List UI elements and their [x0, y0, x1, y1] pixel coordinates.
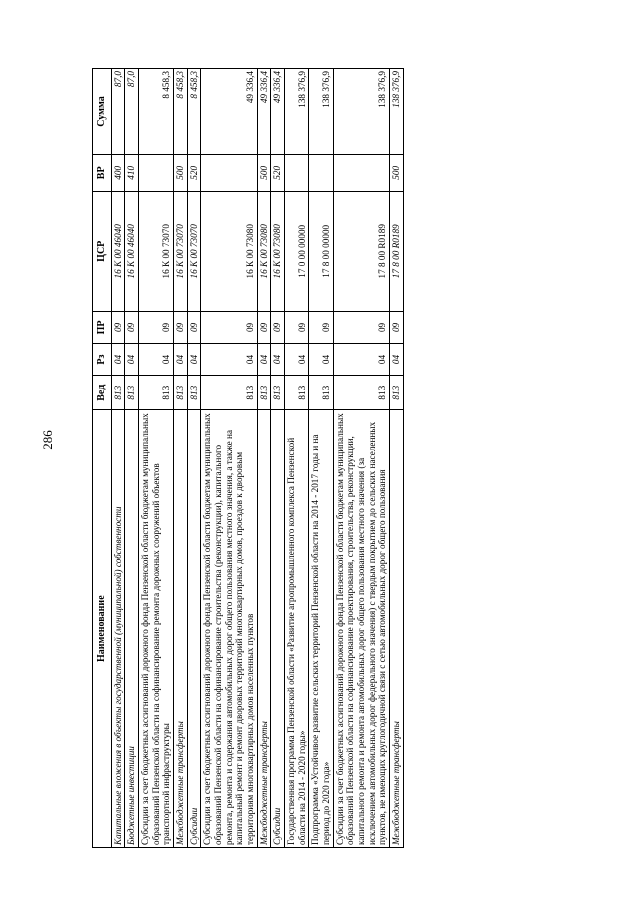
cell-csr: 16 К 00 73080 — [271, 191, 285, 311]
cell-vr — [138, 154, 173, 191]
header-name: Наименование — [93, 410, 112, 848]
cell-name: Субсидии за счет бюджетных ассигнований дорожного фонда Пензенской области бюджетам муниципальных образований Пензенской области на софинансирование ремонта дорожных сооружений объектов транспортной инфраструктуры — [138, 410, 173, 848]
cell-vr — [309, 154, 333, 191]
table-body — [111, 69, 403, 848]
cell-csr: 16 К 00 46040 — [111, 191, 125, 311]
cell-sum: 8 458,3 — [138, 69, 173, 155]
cell-sum: 87,0 — [111, 69, 125, 155]
cell-name: Субсидии — [271, 410, 285, 848]
cell-name: Подпрограмма «Устойчивое развитие сельских территорий Пензенской области на 2014 - 2017 годы и на период до 2020 года» — [309, 410, 333, 848]
cell-rz: 04 — [333, 343, 389, 375]
table-header-row — [93, 69, 112, 848]
cell-name: Субсидии — [187, 410, 201, 848]
cell-rz: 04 — [187, 343, 201, 375]
header-sum: Сумма — [93, 69, 112, 155]
cell-rz: 04 — [201, 343, 257, 375]
cell-vr: 500 — [257, 154, 271, 191]
cell-csr: 17 8 00 00000 — [309, 191, 333, 311]
cell-ved: 813 — [271, 376, 285, 410]
cell-name: Бюджетные инвестиции — [125, 410, 139, 848]
cell-sum: 49 336,4 — [257, 69, 271, 155]
cell-ved: 813 — [390, 376, 404, 410]
rotated-table-container — [92, 68, 550, 848]
cell-name: Субсидии за счет бюджетных ассигнований дорожного фонда Пензенской области бюджетам муниципальных образований Пензенской области на софинансирование проектирования, строительства, реконструкции, капитального ремонта и ремонта автомобильных дорог общего пользования местного значения (за исключением автомобильных дорог федерального значения) с твердым покрытием до сельских населенных пунктов, не имеющих круглогодичной связи с сетью автомобильных дорог общего пользования — [333, 410, 389, 848]
cell-pr: 09 — [201, 311, 257, 343]
cell-rz: 04 — [138, 343, 173, 375]
cell-vr: 520 — [187, 154, 201, 191]
cell-ved: 813 — [309, 376, 333, 410]
cell-ved: 813 — [201, 376, 257, 410]
cell-pr: 09 — [390, 311, 404, 343]
cell-rz: 04 — [257, 343, 271, 375]
cell-pr: 09 — [187, 311, 201, 343]
cell-vr: 400 — [111, 154, 125, 191]
cell-ved: 813 — [125, 376, 139, 410]
cell-ved: 813 — [285, 376, 309, 410]
cell-name: Государственная программа Пензенской области «Развитие агропромышленного комплекса Пензенской области на 2014 - 2020 годы» — [285, 410, 309, 848]
cell-pr: 09 — [333, 311, 389, 343]
header-ved: Вед — [93, 376, 112, 410]
cell-rz: 04 — [125, 343, 139, 375]
table-row — [390, 69, 404, 848]
cell-csr: 17 0 00 00000 — [285, 191, 309, 311]
cell-csr: 16 К 00 73070 — [173, 191, 187, 311]
cell-csr: 16 К 00 73080 — [201, 191, 257, 311]
cell-name: Межбюджетные трансферты — [390, 410, 404, 848]
table-row — [271, 69, 285, 848]
cell-vr: 500 — [390, 154, 404, 191]
cell-vr: 410 — [125, 154, 139, 191]
cell-rz: 04 — [390, 343, 404, 375]
cell-sum: 138 376,9 — [285, 69, 309, 155]
table-row — [309, 69, 333, 848]
cell-ved: 813 — [138, 376, 173, 410]
cell-ved: 813 — [187, 376, 201, 410]
cell-sum: 138 376,9 — [390, 69, 404, 155]
cell-csr: 17 8 00 R0189 — [333, 191, 389, 311]
rotated-page-content — [92, 68, 550, 848]
table-row — [201, 69, 257, 848]
cell-pr: 09 — [138, 311, 173, 343]
cell-pr: 09 — [257, 311, 271, 343]
cell-sum: 8 458,3 — [187, 69, 201, 155]
cell-vr — [333, 154, 389, 191]
cell-name: Субсидии за счет бюджетных ассигнований дорожного фонда Пензенской области бюджетам муниципальных образований Пензенской области на софинансирование строительства (реконструкции), капитального ремонта, ремонта и содержания автомобильных дорог общего пользования местного значения, а также на капитальный ремонт и ремонт дворовых территорий многоквартирных домов, проездов к дворовым территориям многоквартирных домов населенных пунктов — [201, 410, 257, 848]
cell-rz: 04 — [309, 343, 333, 375]
cell-csr: 16 К 00 46040 — [125, 191, 139, 311]
cell-rz: 04 — [111, 343, 125, 375]
cell-csr: 16 К 00 73080 — [257, 191, 271, 311]
cell-rz: 04 — [173, 343, 187, 375]
cell-vr: 520 — [271, 154, 285, 191]
cell-name: Капитальные вложения в объекты государственной (муниципальной) собственности — [111, 410, 125, 848]
cell-rz: 04 — [285, 343, 309, 375]
cell-pr: 09 — [125, 311, 139, 343]
cell-sum: 87,0 — [125, 69, 139, 155]
cell-sum: 138 376,9 — [309, 69, 333, 155]
cell-pr: 09 — [285, 311, 309, 343]
cell-ved: 813 — [333, 376, 389, 410]
cell-ved: 813 — [173, 376, 187, 410]
header-csr: ЦСР — [93, 191, 112, 311]
cell-sum: 49 336,4 — [271, 69, 285, 155]
cell-sum: 138 376,9 — [333, 69, 389, 155]
cell-sum: 49 336,4 — [201, 69, 257, 155]
cell-vr — [285, 154, 309, 191]
cell-vr: 500 — [173, 154, 187, 191]
header-rz: Рз — [93, 343, 112, 375]
table-row — [333, 69, 389, 848]
cell-csr: 16 К 00 73070 — [138, 191, 173, 311]
cell-pr: 09 — [309, 311, 333, 343]
page-number: 286 — [40, 430, 55, 450]
cell-sum: 8 458,3 — [173, 69, 187, 155]
table-row — [257, 69, 271, 848]
cell-csr: 16 К 00 73070 — [187, 191, 201, 311]
table-row — [187, 69, 201, 848]
cell-pr: 09 — [111, 311, 125, 343]
table-row — [138, 69, 173, 848]
cell-rz: 04 — [271, 343, 285, 375]
cell-name: Межбюджетные трансферты — [257, 410, 271, 848]
table-row — [125, 69, 139, 848]
table-row — [111, 69, 125, 848]
cell-pr: 09 — [271, 311, 285, 343]
cell-ved: 813 — [111, 376, 125, 410]
header-pr: ПР — [93, 311, 112, 343]
budget-table — [92, 68, 404, 848]
header-vr: ВР — [93, 154, 112, 191]
cell-name: Межбюджетные трансферты — [173, 410, 187, 848]
table-row — [173, 69, 187, 848]
cell-ved: 813 — [257, 376, 271, 410]
table-row — [285, 69, 309, 848]
cell-pr: 09 — [173, 311, 187, 343]
cell-csr: 17 8 00 R0189 — [390, 191, 404, 311]
cell-vr — [201, 154, 257, 191]
